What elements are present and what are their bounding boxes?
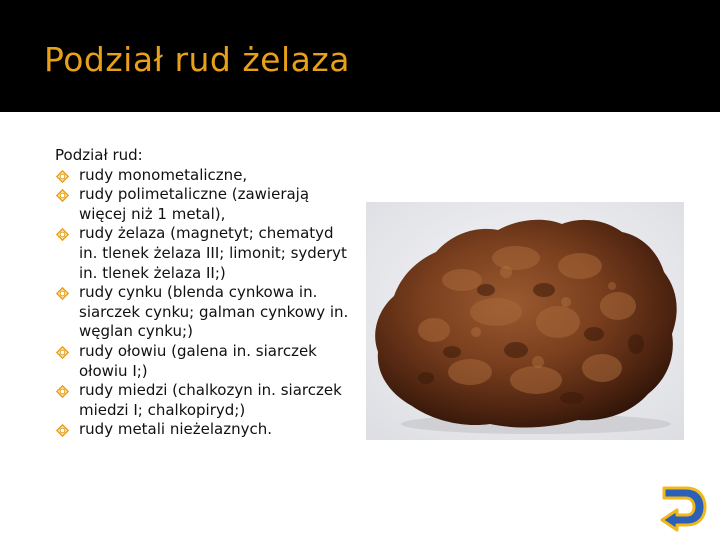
return-arrow-button[interactable] <box>658 480 708 532</box>
hollow-diamond-icon <box>56 287 69 300</box>
list-item <box>55 166 355 186</box>
hollow-diamond-icon <box>56 385 69 398</box>
ore-list <box>55 166 355 440</box>
list-item <box>55 283 355 342</box>
hollow-diamond-icon <box>56 424 69 437</box>
list-item-text: rudy ołowiu (galena in. siarczek ołowiu I;) <box>79 341 317 380</box>
iron-ore-photo <box>366 202 684 440</box>
hollow-diamond-icon <box>56 189 69 202</box>
list-item <box>55 381 355 420</box>
content-block <box>55 146 355 440</box>
hollow-diamond-icon <box>56 170 69 183</box>
list-item-text: rudy monometaliczne, <box>79 165 248 184</box>
title-bar <box>0 0 720 112</box>
slide-title: Podział rud żelaza <box>44 40 350 79</box>
list-item <box>55 342 355 381</box>
iron-ore-image <box>366 202 684 440</box>
hollow-diamond-icon <box>56 346 69 359</box>
list-item-text: rudy miedzi (chalkozyn in. siarczek miedzi I; chalkopiryd;) <box>79 381 342 419</box>
list-item <box>55 420 355 440</box>
list-item <box>55 224 355 283</box>
list-item <box>55 185 355 224</box>
list-heading: Podział rud: <box>55 146 143 164</box>
list-item-text: rudy polimetaliczne (zawierają więcej niż 1 metal), <box>79 185 310 223</box>
hollow-diamond-icon <box>56 228 69 241</box>
u-turn-return-arrow-icon <box>658 480 708 532</box>
list-item-text: rudy cynku (blenda cynkowa in. siarczek cynku; galman cynkowy in. węglan cynku;) <box>79 283 349 341</box>
list-item-text: rudy metali nieżelaznych. <box>79 420 273 439</box>
list-item-text: rudy żelaza (magnetyt; chematyd in. tlenek żelaza III; limonit; syderyt in. tlenek żelaza II;) <box>79 224 347 282</box>
